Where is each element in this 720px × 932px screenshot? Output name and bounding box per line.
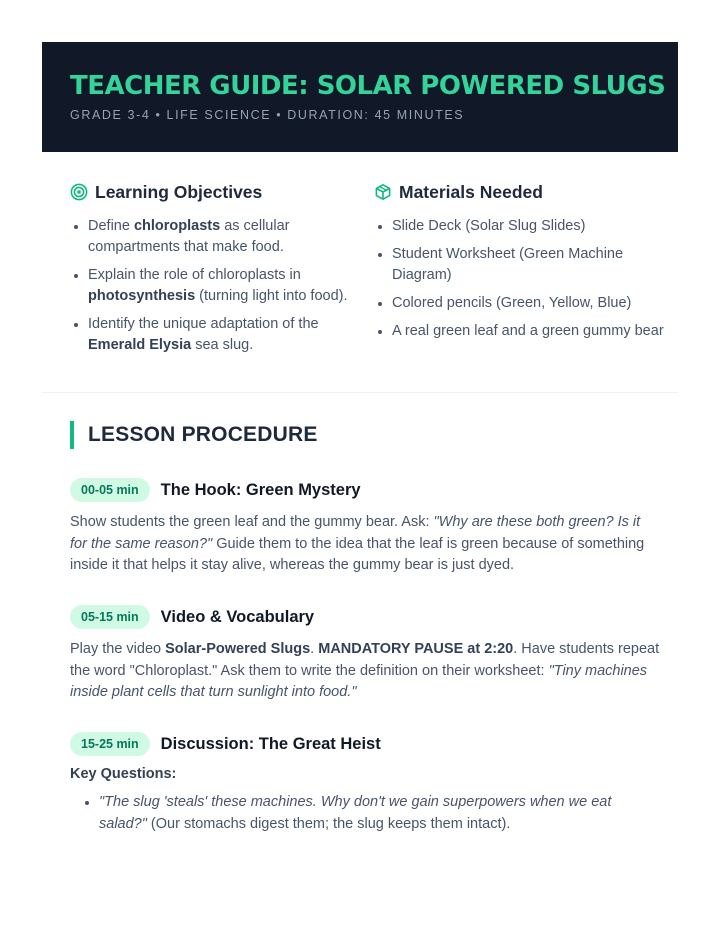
step-title: Discussion: The Great Heist (160, 734, 381, 753)
procedure-title: LESSON PROCEDURE (88, 423, 318, 446)
objectives-section (70, 180, 360, 363)
time-badge: 05-15 min (70, 605, 150, 629)
section-divider (42, 392, 678, 393)
step-title: Video & Vocabulary (160, 607, 315, 626)
step-description: Play the video Solar-Powered Slugs. MANDATORY PAUSE at 2:20. Have students repeat the word "Chloroplast." Ask them to write the definition on their worksheet: "Tiny machines inside plant cells that turn sunlight into food." (70, 641, 660, 700)
objectives-list (70, 216, 360, 356)
materials-section (374, 180, 664, 349)
procedure-step (70, 732, 660, 835)
materials-list (374, 216, 664, 342)
time-badge: 00-05 min (70, 478, 150, 502)
overview-columns (70, 180, 670, 380)
materials-heading: Materials Needed (399, 181, 543, 202)
step-description: Show students the green leaf and the gummy bear. Ask: "Why are these both green? Is it for the same reason?" Guide them to the idea that the leaf is green because of something inside it that helps it stay alive, whereas the gummy bear is just dyed. (70, 514, 645, 573)
procedure-heading (70, 421, 318, 449)
step-title: The Hook: Green Mystery (160, 480, 361, 499)
list-item: Define chloroplasts as cellular compartments that make food. (70, 216, 360, 258)
questions-list (70, 792, 660, 835)
key-questions-label: Key Questions: (70, 766, 177, 782)
list-item: Slide Deck (Solar Slug Slides) (374, 216, 664, 237)
list-item: Identify the unique adaptation of the Emerald Elysia sea slug. (70, 314, 360, 356)
time-badge: 15-25 min (70, 732, 150, 756)
list-item: Explain the role of chloroplasts in photosynthesis (turning light into food). (70, 265, 360, 307)
box-icon (374, 183, 392, 201)
target-icon (70, 183, 88, 201)
procedure-step (70, 478, 660, 577)
list-item: Colored pencils (Green, Yellow, Blue) (374, 293, 664, 314)
procedure-step (70, 605, 660, 704)
guide-header (42, 42, 678, 152)
page-title: TEACHER GUIDE: SOLAR POWERED SLUGS (70, 71, 666, 101)
list-item: "The slug 'steals' these machines. Why don't we gain superpowers when we eat salad?" (Our stomachs digest them; the slug keeps them intact). (82, 792, 660, 835)
list-item: A real green leaf and a green gummy bear (374, 321, 664, 342)
list-item: Student Worksheet (Green Machine Diagram) (374, 244, 664, 286)
lesson-meta: GRADE 3-4 • LIFE SCIENCE • DURATION: 45 MINUTES (70, 108, 465, 122)
objectives-heading: Learning Objectives (95, 181, 263, 202)
